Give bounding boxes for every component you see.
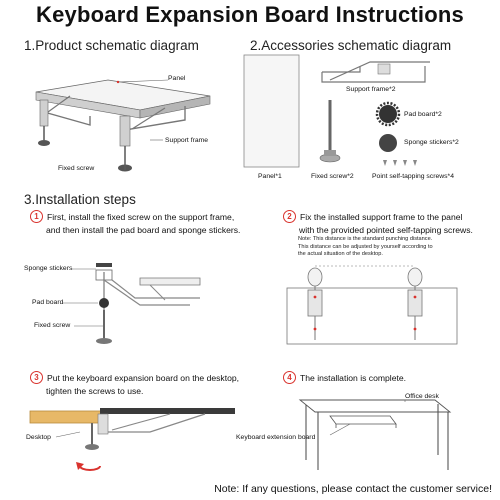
label-panel: Panel bbox=[168, 75, 186, 82]
label-support-frame: Support frame bbox=[165, 137, 209, 144]
step-2-note: Note: This distance is the standard punching distance. This distance can be adjusted by yourself according to the actual situation of the desktop. bbox=[298, 236, 433, 257]
label-tapping-screws-qty: Point self-tapping screws*4 bbox=[372, 173, 454, 180]
section-product-diagram: 1.Product schematic diagram bbox=[24, 38, 199, 53]
step-1-text: 1 First, install the fixed screw on the support frame, and then install the pad board and sponge stickers. bbox=[30, 210, 250, 237]
label-fixed-screw-qty: Fixed screw*2 bbox=[311, 173, 354, 180]
label-support-frame-qty: Support frame*2 bbox=[346, 86, 396, 93]
section-installation-steps: 3.Installation steps bbox=[24, 192, 136, 207]
label-step4-office-desk: Office desk bbox=[405, 393, 439, 400]
label-panel-qty: Panel*1 bbox=[258, 173, 282, 180]
step-1-number: 1 bbox=[30, 210, 43, 223]
label-pad-board-qty: Pad board*2 bbox=[404, 111, 442, 118]
step-4-number: 4 bbox=[283, 371, 296, 384]
step-3-text: 3 Put the keyboard expansion board on the desktop, tighten the screws to use. bbox=[30, 371, 260, 398]
step-2-number: 2 bbox=[283, 210, 296, 223]
label-step1-screw: Fixed screw bbox=[34, 322, 71, 329]
page-title: Keyboard Expansion Board Instructions bbox=[36, 2, 464, 27]
label-fixed-screw: Fixed screw bbox=[58, 165, 95, 172]
label-step4-keyboard-board: Keyboard extension board bbox=[236, 434, 316, 441]
step-2-text: 2 Fix the installed support frame to the panel with the provided pointed self-tapping screws. bbox=[283, 210, 498, 237]
label-step3-desktop: Desktop bbox=[26, 434, 51, 441]
footer-note: Note: If any questions, please contact the customer service! bbox=[214, 483, 492, 495]
step-4-text: 4 The installation is complete. bbox=[283, 371, 483, 385]
label-step1-sponge: Sponge stickers bbox=[24, 265, 73, 272]
label-step1-pad: Pad board bbox=[32, 299, 64, 306]
section-accessories-diagram: 2.Accessories schematic diagram bbox=[250, 38, 452, 53]
step-3-number: 3 bbox=[30, 371, 43, 384]
label-sponge-stickers-qty: Sponge stickers*2 bbox=[404, 139, 459, 146]
